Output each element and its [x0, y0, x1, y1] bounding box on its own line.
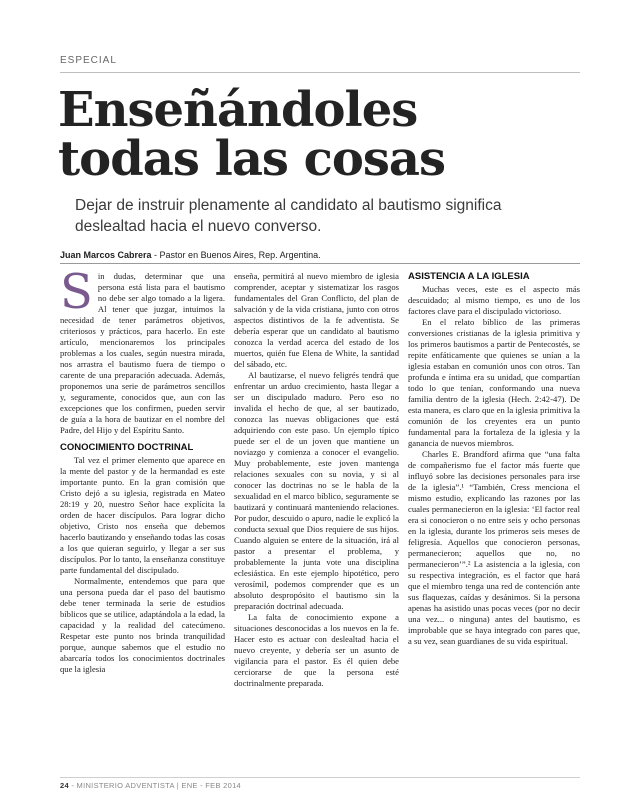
article-subtitle: Dejar de instruir plenamente al candidato al bautismo significa deslealtad hacia el nuevo converso.	[75, 197, 502, 235]
page-number: 24	[60, 781, 69, 790]
title-line-2: todas las cosas	[58, 131, 446, 187]
title-line-1: Enseñándoles	[58, 82, 418, 138]
author-separator: -	[151, 250, 160, 260]
paragraph: Al bautizarse, el nuevo feligrés tendrá que enfrentar un arduo crecimiento, hasta llegar a ser un discipulado maduro. Pero eso no invalida el hecho de que, al ser bautizado, conozca las nuevas obligaciones que está adquiriendo con este paso. Un ejemplo típico puede ser el de un joven que mantiene un noviazgo y comienza a conocer el evangelio. Muy probablemente, este joven mantenga relaciones sexuales con su novia, y si al conocer las doctrinas no se le habla de la sexualidad en el marco bíblico, seguramente se bautizará y continuará manteniendo relaciones. Por pudor, descuido o apuro, nadie le explicó la conducta sexual que Dios requiere de sus hijos. Cuando alguien se entere de la situación, irá al pastor a presentar el problema, y probablemente la junta vote una disciplina eclesiástica. En este ejemplo hipotético, pero verosímil, podemos comprender que es un absoluto despropósito el bautismo sin la preparación doctrinal adecuada.	[234, 370, 399, 611]
page-footer	[60, 781, 241, 790]
author-role: Pastor en Buenos Aires, Rep. Argentina.	[159, 250, 321, 260]
footer-divider	[60, 777, 580, 778]
article-title	[58, 82, 598, 187]
top-divider	[60, 72, 580, 73]
column-2	[234, 271, 399, 689]
section-heading-asistencia: ASISTENCIA A LA IGLESIA	[408, 271, 530, 282]
byline-divider	[60, 263, 580, 264]
drop-cap: S	[60, 264, 93, 320]
column-3	[408, 271, 580, 647]
paragraph: enseña, permitirá al nuevo miembro de iglesia comprender, aceptar y sistematizar los rasgos fundamentales del Gran Conflicto, del plan de salvación y de la vida cristiana, junto con otros aspectos distintivos de la fe adventista. Se debería esperar que un candidato al bautismo conozca la verdad acerca del estado de los muertos, quién fue Elena de White, la santidad del sábado, etc.	[234, 271, 399, 369]
section-heading-conocimiento: CONOCIMIENTO DOCTRINAL	[60, 442, 194, 453]
magazine-issue: MINISTERIO ADVENTISTA | ENE - FEB 2014	[76, 781, 242, 790]
author-name: Juan Marcos Cabrera	[60, 250, 152, 260]
paragraph: Charles E. Brandford afirma que “una falta de compañerismo fue el factor más fuerte que influyó sobre las decisiones personales para irse de la iglesia”.¹ “También, Cress menciona el mismo estudio, explicando las razones por las cuales permanecieron en la iglesia: ‘El factor real era si conocieron o no entre seis y ocho personas en la iglesia, durante los primeros seis meses de feligresía. Aquellos que conocieron personas, permanecieron; aquellos que no, no permanecieron’”.² La asistencia a la iglesia, con su respectiva integración, es el factor que hará que el miembro tenga una red de contención ante sus flaquezas, caídas y desánimos. Si la persona apenas ha asistido unas pocas veces (por no decir una vez... o ninguna) antes del bautismo, es improbable que se haya integrado con pares que, a su vez, sean guardianes de su vida espiritual.	[408, 449, 580, 646]
paragraph-text: in dudas, determinar que una persona está lista para el bautismo no debe ser algo tomado a la ligera. Al tener que juzgar, intuimos la necesidad de tener parámetros objetivos, criteriosos y prácticos, para hacerlo. En este artículo, mencionaremos los principales problemas a los cuales, según nuestra mirada, nos arrastra el bautismo fuera de tiempo o carente de una preparación adecuada. Además, proponemos una serie de parámetros sencillos y, seguramente, conocidos que, aun con las excepciones que los confirmen, pueden servir de guía a la hora de bautizar en el nombre del Padre, del Hijo y del Espíritu Santo.	[60, 271, 225, 435]
paragraph: Muchas veces, este es el aspecto más descuidado; al mismo tiempo, es uno de los factores clave para el discipulado victorioso.	[408, 284, 580, 316]
paragraph: La falta de conocimiento expone a situaciones desconocidas a los nuevos en la fe. Hacer esto es actuar con deslealtad hacia el nuevo creyente, y debería ser un asunto de vigilancia para el pastor. Es él quien debe cerciorarse de que la persona esté doctrinalmente preparada.	[234, 612, 399, 688]
byline	[60, 250, 321, 260]
paragraph: Tal vez el primer elemento que aparece en la mente del pastor y de la hermandad es este importante punto. En la gran comisión que Cristo dejó a su iglesia, registrada en Mateo 28:19 y 20, nuestro Señor hace explícita la orden de hacer discípulos. Para lograr dicho objetivo, Cristo nos enseña que debemos hacerlo bautizando y enseñando todas las cosas a los que quieran seguirlo, y llegar a ser sus discípulos. Por lo tanto, la enseñanza constituye parte fundamental del discipulado.	[60, 455, 225, 575]
paragraph	[60, 264, 225, 436]
paragraph: Normalmente, entendemos que para que una persona pueda dar el paso del bautismo debe tener terminada la serie de estudios bíblicos que se utilice, adaptándola a la edad, la capacidad y la realidad del catecúmeno. Respetar este punto nos brinda tranquilidad porque, aunque sabemos que el estudio no abarcaría todos los conocimientos doctrinales que la iglesia	[60, 576, 225, 674]
section-tag: ESPECIAL	[60, 55, 117, 66]
paragraph: En el relato bíblico de las primeras conversiones cristianas de la iglesia primitiva y los primeros bautismos a partir de Pentecostés, se repite enfáticamente que quienes se unían a la iglesia estaban en comunión unos con otros. Tan profunda e íntima era su unidad, que compartían todo lo que tenían, conformando una nueva familia dentro de la iglesia (Hech. 2:42-47). De esta manera, es claro que en la iglesia primitiva la comunión de los creyentes era un punto fundamental para la fortaleza de la iglesia y la ganancia de nuevos miembros.	[408, 317, 580, 448]
column-1	[60, 264, 225, 675]
footer-separator: -	[68, 781, 77, 790]
